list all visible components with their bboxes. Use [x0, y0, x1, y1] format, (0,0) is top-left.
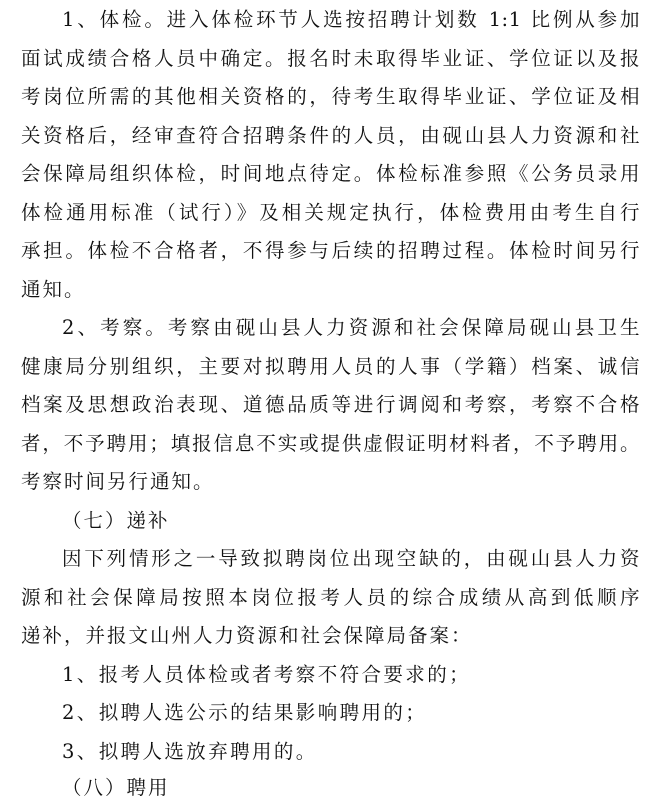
paragraph-physical-exam-line-6: 体检通用标准（试行）》及相关规定执行，体检费用由考生自行	[21, 201, 640, 224]
section-7-heading: （七）递补	[62, 509, 170, 532]
paragraph-inspection-line-1: 2、考察。考察由砚山县人力资源和社会保障局砚山县卫生	[62, 316, 640, 339]
paragraph-inspection-line-3: 档案及思想政治表现、道德品质等进行调阅和考察，考察不合格	[21, 393, 640, 416]
paragraph-physical-exam-line-1: 1、体检。进入体检环节人选按招聘计划数 1:1 比例从参加	[62, 8, 640, 31]
paragraph-inspection-line-5: 考察时间另行通知。	[21, 470, 215, 493]
section-7-item-2: 2、拟聘人选公示的结果影响聘用的；	[62, 701, 428, 724]
section-7-intro-line-2: 源和社会保障局按照本岗位报考人员的综合成绩从高到低顺序	[21, 586, 640, 609]
paragraph-physical-exam-line-3: 考岗位所需的其他相关资格的，待考生取得毕业证、学位证及相	[21, 85, 640, 108]
paragraph-physical-exam-line-5: 会保障局组织体检，时间地点待定。体检标准参照《公务员录用	[21, 162, 640, 185]
paragraph-physical-exam-line-7: 承担。体检不合格者，不得参与后续的招聘过程。体检时间另行	[21, 239, 640, 262]
section-7-item-3: 3、拟聘人选放弃聘用的。	[62, 740, 318, 763]
paragraph-physical-exam-line-8: 通知。	[21, 278, 86, 301]
paragraph-physical-exam-line-2: 面试成绩合格人员中确定。报名时未取得毕业证、学位证以及报	[21, 47, 640, 70]
section-7-intro-line-1: 因下列情形之一导致拟聘岗位出现空缺的，由砚山县人力资	[62, 547, 640, 570]
paragraph-inspection-line-4: 者，不予聘用；填报信息不实或提供虚假证明材料者，不予聘用。	[21, 432, 640, 455]
paragraph-physical-exam-line-4: 关资格后，经审查符合招聘条件的人员，由砚山县人力资源和社	[21, 124, 640, 147]
section-7-item-1: 1、报考人员体检或者考察不符合要求的；	[62, 663, 472, 686]
section-7-intro-line-3: 递补，并报文山州人力资源和社会保障局备案：	[21, 624, 473, 647]
paragraph-inspection-line-2: 健康局分别组织，主要对拟聘用人员的人事（学籍）档案、诚信	[21, 355, 640, 378]
section-8-heading: （八）聘用	[62, 776, 170, 799]
